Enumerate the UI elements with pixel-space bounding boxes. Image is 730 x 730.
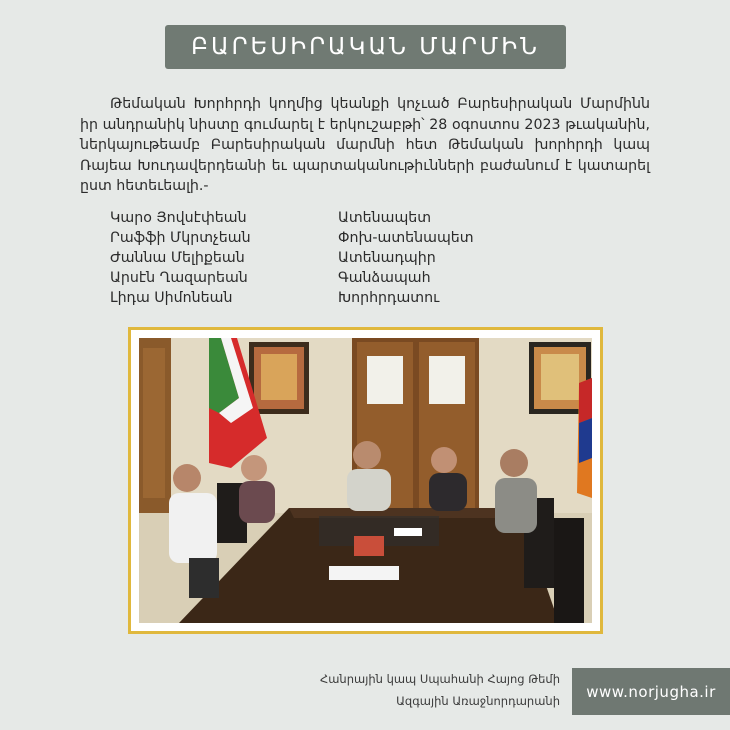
- page-title: ԲԱՐԵՍԻՐԱԿԱՆ ՄԱՐՄԻՆ: [191, 34, 540, 60]
- footer-line-2: Ազգային Առաջնորդարանի: [396, 694, 560, 708]
- member-row: [110, 288, 530, 308]
- member-role: Խորհրդատու: [338, 290, 440, 306]
- member-row: [110, 228, 530, 248]
- member-name: Արսէն Ղազարեան: [110, 270, 248, 286]
- website-link[interactable]: www.norjugha.ir: [586, 682, 716, 701]
- member-name: Ժաննա Մելիքեան: [110, 250, 245, 266]
- title-banner: [165, 25, 566, 69]
- member-row: [110, 248, 530, 268]
- meeting-photo-frame: [128, 327, 603, 634]
- member-row: [110, 268, 530, 288]
- meeting-photo: [139, 338, 592, 623]
- member-name: Րաֆֆի Մկրտչեան: [110, 230, 251, 246]
- meeting-photo-illustration: [139, 338, 592, 623]
- body-paragraph: Թեմական Խորհրդի կողմից կեանքի կոչւած Բարեսիրական Մարմինն իր անդրանիկ նիստը գումարել է երկուշաբթի՝ 28 օգոստոս 2023 թւականին, ներկայութեամբ Բարեսիրական մարմնի հետ Թեմական խորհրդի կապ Ռայեա Խուդավերդեանի եւ պարտականութիւնների բաժանում է կատարել ըստ հետեւեալի.-: [80, 96, 650, 194]
- footer-line-1: Հանրային կապ Սպահանի Հայոց Թեմի: [320, 672, 560, 686]
- website-badge[interactable]: [572, 668, 730, 715]
- member-role: Ատենադպիր: [338, 250, 436, 266]
- member-role: Գանձապահ: [338, 270, 431, 286]
- member-row: [110, 208, 530, 228]
- members-list: [110, 208, 530, 308]
- member-role: Ատենապետ: [338, 210, 432, 226]
- member-role: Փոխ-ատենապետ: [338, 230, 474, 246]
- member-name: Կարօ Յովսէփեան: [110, 210, 247, 226]
- member-name: Լիդա Սիմոնեան: [110, 290, 233, 306]
- footer-credit: [320, 668, 560, 712]
